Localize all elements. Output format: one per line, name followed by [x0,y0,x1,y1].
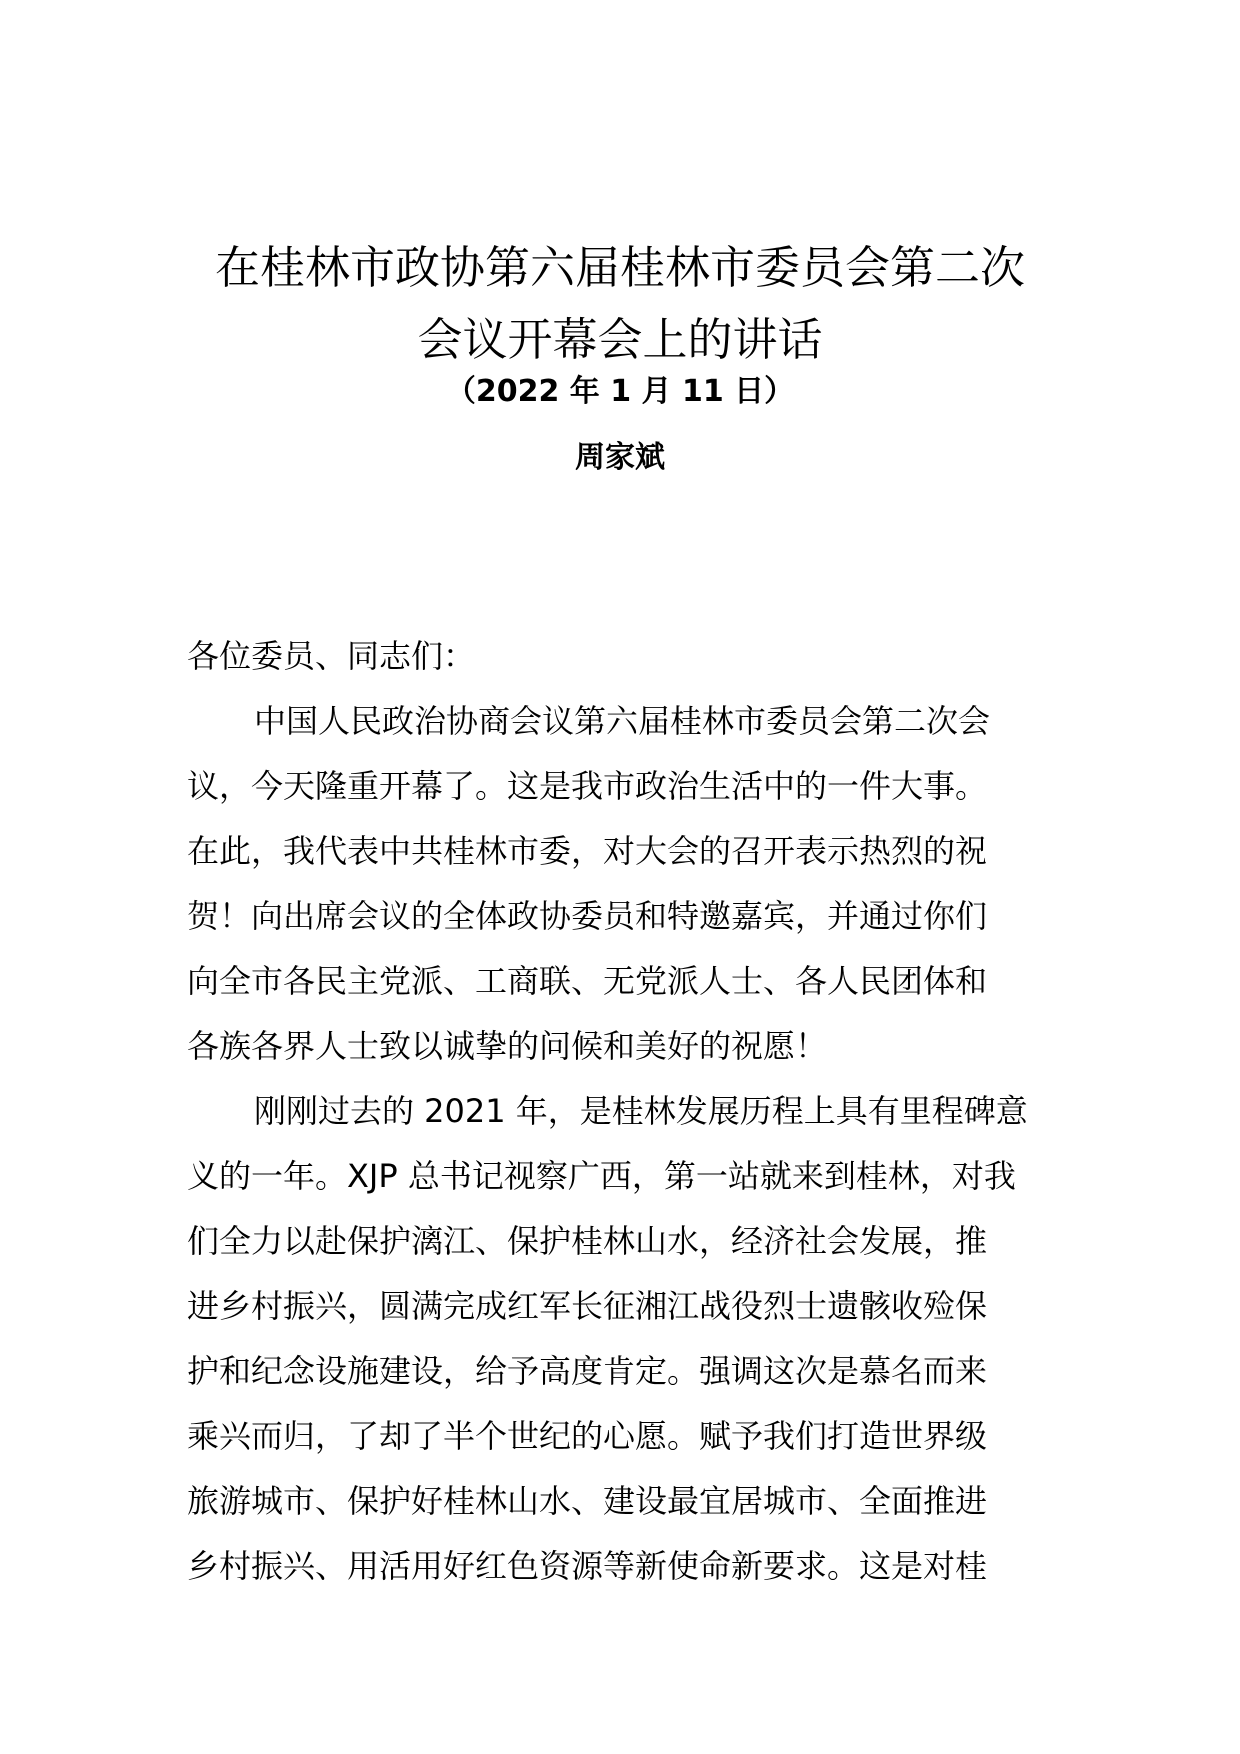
paragraph-1-line: 在此，我代表中共桂林市委，对大会的召开表示热烈的祝 [187,832,988,870]
title-line-2: 会议开幕会上的讲话 [417,313,823,366]
paragraph-1-line: 贺！向出席会议的全体政协委员和特邀嘉宾，并通过你们 [187,897,988,935]
paragraph-1-line: 议，今天隆重开幕了。这是我市政治生活中的一件大事。 [187,767,988,805]
paragraph-1-line: 中国人民政治协商会议第六届桂林市委员会第二次会 [254,702,991,740]
paragraph-1-line: 向全市各民主党派、工商联、无党派人士、各人民团体和 [187,962,988,1000]
speech-body [187,624,1057,1599]
title-line-1: 在桂林市政协第六届桂林市委员会第二次 [214,241,1025,294]
paragraph-2-line: 义的一年。XJP 总书记视察广西，第一站就来到桂林，对我 [187,1157,1016,1195]
speaker-name: 周家斌 [575,440,665,475]
paragraph-2-line: 护和纪念设施建设，给予高度肯定。强调这次是慕名而来 [187,1352,988,1390]
paragraph-2-line: 旅游城市、保护好桂林山水、建设最宜居城市、全面推进 [187,1482,988,1520]
paragraph-1-line: 各族各界人士致以诚挚的问候和美好的祝愿！ [187,1027,828,1065]
paragraph-2-line: 乘兴而归，了却了半个世纪的心愿。赋予我们打造世界级 [187,1417,988,1455]
paragraph-2-line: 乡村振兴、用活用好红色资源等新使命新要求。这是对桂 [187,1547,988,1585]
paragraph-2-line: 们全力以赴保护漓江、保护桂林山水，经济社会发展，推 [187,1222,988,1260]
paragraph-2-line: 刚刚过去的 2021 年，是桂林发展历程上具有里程碑意 [254,1092,1028,1130]
speech-date: （2022 年 1 月 11 日） [445,374,795,409]
document-title [150,232,1090,376]
salutation: 各位委员、同志们： [187,637,476,675]
paragraph-2-line: 进乡村振兴，圆满完成红军长征湘江战役烈士遗骸收殓保 [187,1287,988,1325]
